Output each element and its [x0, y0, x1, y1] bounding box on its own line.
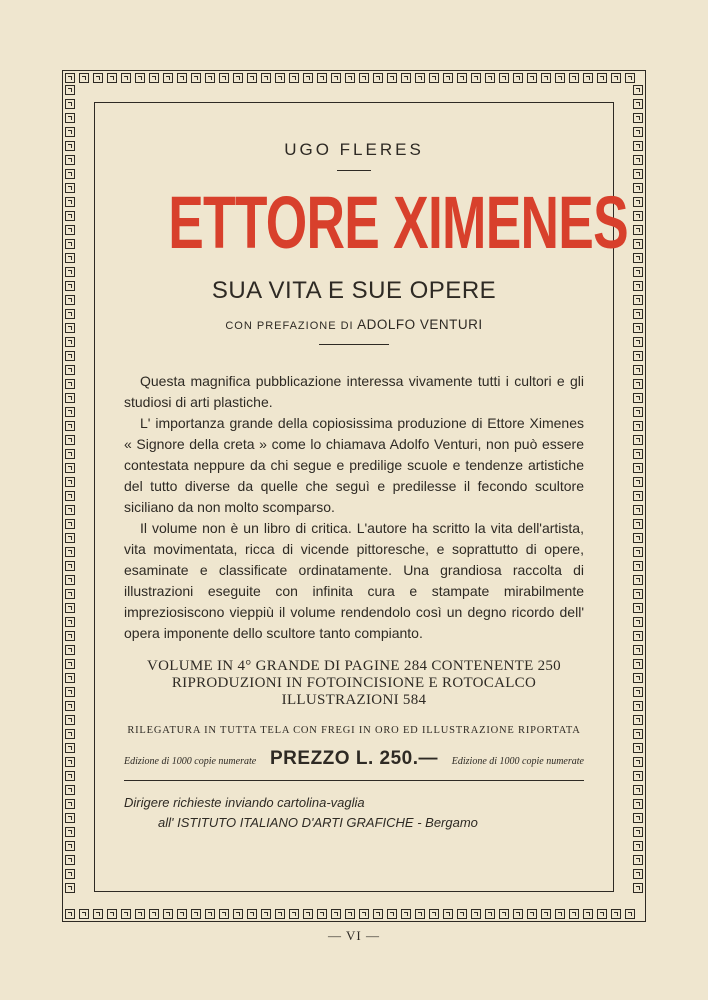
greek-key-ornament — [65, 127, 75, 137]
greek-key-ornament — [65, 603, 75, 613]
greek-key-ornament — [93, 909, 103, 919]
publisher-line: all' ISTITUTO ITALIANO D'ARTI GRAFICHE - Bergamo — [158, 815, 478, 830]
greek-key-ornament — [633, 813, 643, 823]
divider — [319, 344, 389, 345]
description — [124, 371, 584, 644]
greek-key-ornament — [317, 909, 327, 919]
greek-key-ornament — [65, 337, 75, 347]
specs-line: ILLUSTRAZIONI 584 — [281, 692, 427, 708]
greek-key-ornament — [633, 449, 643, 459]
page-number: — VI — — [328, 928, 380, 943]
greek-key-ornament — [597, 909, 607, 919]
greek-key-ornament — [633, 729, 643, 739]
greek-key-ornament — [633, 589, 643, 599]
greek-key-ornament — [633, 155, 643, 165]
greek-key-ornament — [79, 73, 89, 83]
greek-key-ornament — [65, 435, 75, 445]
greek-key-ornament — [65, 421, 75, 431]
greek-key-ornament — [633, 183, 643, 193]
greek-key-ornament — [569, 73, 579, 83]
greek-key-ornament — [633, 323, 643, 333]
greek-key-ornament — [65, 351, 75, 361]
greek-key-border-right — [632, 84, 644, 908]
volume-specs — [96, 658, 612, 709]
greek-key-ornament — [135, 73, 145, 83]
greek-key-ornament — [633, 533, 643, 543]
greek-key-ornament — [429, 73, 439, 83]
greek-key-ornament — [513, 909, 523, 919]
greek-key-ornament — [633, 561, 643, 571]
greek-key-ornament — [633, 603, 643, 613]
greek-key-ornament — [401, 73, 411, 83]
greek-key-ornament — [499, 73, 509, 83]
greek-key-ornament — [633, 99, 643, 109]
price-row — [124, 748, 584, 770]
greek-key-ornament — [65, 309, 75, 319]
greek-key-ornament — [633, 309, 643, 319]
greek-key-ornament — [65, 99, 75, 109]
greek-key-ornament — [65, 463, 75, 473]
greek-key-ornament — [443, 73, 453, 83]
greek-key-ornament — [303, 909, 313, 919]
greek-key-ornament — [633, 799, 643, 809]
greek-key-ornament — [65, 267, 75, 277]
greek-key-ornament — [65, 757, 75, 767]
greek-key-ornament — [633, 673, 643, 683]
greek-key-ornament — [65, 225, 75, 235]
greek-key-ornament — [633, 645, 643, 655]
greek-key-ornament — [633, 127, 643, 137]
greek-key-ornament — [65, 813, 75, 823]
greek-key-ornament — [65, 883, 75, 893]
preface-credit — [96, 317, 612, 332]
greek-key-ornament — [633, 617, 643, 627]
greek-key-ornament — [633, 253, 643, 263]
greek-key-ornament — [65, 407, 75, 417]
greek-key-ornament — [633, 267, 643, 277]
greek-key-ornament — [65, 645, 75, 655]
greek-key-ornament — [65, 365, 75, 375]
greek-key-ornament — [633, 701, 643, 711]
greek-key-ornament — [633, 827, 643, 837]
greek-key-ornament — [65, 589, 75, 599]
greek-key-ornament — [65, 183, 75, 193]
greek-key-ornament — [65, 673, 75, 683]
greek-key-ornament — [633, 281, 643, 291]
greek-key-ornament — [359, 909, 369, 919]
edition-note-left: Edizione di 1000 copie numerate — [124, 756, 257, 767]
greek-key-ornament — [65, 85, 75, 95]
book-title: ETTORE XIMENES — [168, 181, 628, 264]
greek-key-ornament — [633, 757, 643, 767]
greek-key-ornament — [373, 909, 383, 919]
greek-key-ornament — [527, 73, 537, 83]
greek-key-ornament — [65, 281, 75, 291]
greek-key-ornament — [387, 73, 397, 83]
greek-key-ornament — [65, 323, 75, 333]
greek-key-ornament — [633, 407, 643, 417]
author-name: UGO FLERES — [284, 140, 424, 159]
greek-key-ornament — [633, 169, 643, 179]
greek-key-ornament — [541, 73, 551, 83]
greek-key-ornament — [275, 909, 285, 919]
greek-key-ornament — [633, 519, 643, 529]
divider — [337, 170, 371, 171]
specs-line: VOLUME IN 4° GRANDE DI PAGINE 284 CONTENENTE 250 — [147, 658, 561, 674]
greek-key-ornament — [65, 169, 75, 179]
greek-key-ornament — [527, 909, 537, 919]
greek-key-ornament — [633, 491, 643, 501]
order-instructions — [124, 793, 584, 833]
greek-key-ornament — [633, 743, 643, 753]
greek-key-ornament — [289, 909, 299, 919]
greek-key-ornament — [65, 715, 75, 725]
greek-key-ornament — [65, 909, 75, 919]
greek-key-ornament — [65, 631, 75, 641]
greek-key-ornament — [583, 73, 593, 83]
greek-key-ornament — [633, 631, 643, 641]
greek-key-ornament — [633, 659, 643, 669]
greek-key-ornament — [633, 771, 643, 781]
greek-key-ornament — [65, 687, 75, 697]
greek-key-ornament — [233, 909, 243, 919]
edition-note-right: Edizione di 1000 copie numerate — [451, 756, 584, 767]
greek-key-ornament — [65, 785, 75, 795]
greek-key-border-bottom — [64, 908, 644, 920]
greek-key-ornament — [373, 73, 383, 83]
greek-key-ornament — [471, 73, 481, 83]
greek-key-ornament — [633, 575, 643, 585]
greek-key-ornament — [345, 73, 355, 83]
greek-key-ornament — [65, 533, 75, 543]
greek-key-ornament — [633, 715, 643, 725]
greek-key-ornament — [65, 771, 75, 781]
greek-key-ornament — [65, 211, 75, 221]
greek-key-ornament — [65, 253, 75, 263]
greek-key-ornament — [65, 561, 75, 571]
greek-key-ornament — [513, 73, 523, 83]
greek-key-ornament — [65, 617, 75, 627]
binding-info: RILEGATURA IN TUTTA TELA CON FREGI IN ORO ED ILLUSTRAZIONE RIPORTATA — [127, 725, 581, 736]
greek-key-ornament — [65, 827, 75, 837]
greek-key-ornament — [457, 73, 467, 83]
greek-key-ornament — [79, 909, 89, 919]
greek-key-ornament — [415, 909, 425, 919]
greek-key-ornament — [275, 73, 285, 83]
greek-key-ornament — [65, 239, 75, 249]
greek-key-ornament — [499, 909, 509, 919]
greek-key-ornament — [135, 909, 145, 919]
greek-key-ornament — [625, 73, 635, 83]
greek-key-ornament — [65, 73, 75, 83]
greek-key-ornament — [611, 73, 621, 83]
greek-key-ornament — [633, 239, 643, 249]
greek-key-ornament — [65, 743, 75, 753]
greek-key-ornament — [633, 869, 643, 879]
greek-key-ornament — [65, 477, 75, 487]
greek-key-ornament — [65, 855, 75, 865]
greek-key-ornament — [625, 909, 635, 919]
greek-key-ornament — [597, 73, 607, 83]
greek-key-ornament — [163, 909, 173, 919]
greek-key-ornament — [65, 799, 75, 809]
greek-key-ornament — [149, 909, 159, 919]
greek-key-ornament — [65, 729, 75, 739]
greek-key-ornament — [633, 379, 643, 389]
greek-key-ornament — [65, 659, 75, 669]
greek-key-ornament — [121, 73, 131, 83]
greek-key-ornament — [331, 909, 341, 919]
greek-key-ornament — [107, 73, 117, 83]
greek-key-ornament — [633, 141, 643, 151]
greek-key-ornament — [163, 73, 173, 83]
greek-key-ornament — [387, 909, 397, 919]
greek-key-ornament — [541, 909, 551, 919]
greek-key-ornament — [65, 841, 75, 851]
greek-key-ornament — [485, 73, 495, 83]
greek-key-ornament — [633, 785, 643, 795]
greek-key-ornament — [65, 505, 75, 515]
greek-key-ornament — [569, 909, 579, 919]
greek-key-ornament — [415, 73, 425, 83]
greek-key-ornament — [65, 869, 75, 879]
contact-line: Dirigere richieste inviando cartolina-vaglia — [124, 795, 365, 810]
greek-key-ornament — [633, 463, 643, 473]
greek-key-ornament — [191, 73, 201, 83]
greek-key-ornament — [65, 295, 75, 305]
greek-key-ornament — [633, 197, 643, 207]
greek-key-ornament — [93, 73, 103, 83]
greek-key-ornament — [457, 909, 467, 919]
greek-key-ornament — [121, 909, 131, 919]
greek-key-ornament — [205, 909, 215, 919]
greek-key-ornament — [359, 73, 369, 83]
greek-key-ornament — [633, 421, 643, 431]
book-subtitle: SUA VITA E SUE OPERE — [211, 277, 497, 304]
greek-key-ornament — [633, 547, 643, 557]
greek-key-ornament — [177, 909, 187, 919]
greek-key-ornament — [331, 73, 341, 83]
greek-key-ornament — [429, 909, 439, 919]
greek-key-border-top — [64, 72, 644, 84]
greek-key-ornament — [633, 435, 643, 445]
greek-key-ornament — [633, 393, 643, 403]
greek-key-ornament — [633, 113, 643, 123]
greek-key-ornament — [149, 73, 159, 83]
greek-key-ornament — [65, 379, 75, 389]
greek-key-ornament — [65, 393, 75, 403]
greek-key-ornament — [401, 909, 411, 919]
greek-key-ornament — [205, 73, 215, 83]
specs-line: RIPRODUZIONI IN FOTOINCISIONE E ROTOCALCO — [171, 675, 537, 691]
greek-key-ornament — [633, 211, 643, 221]
greek-key-ornament — [247, 73, 257, 83]
greek-key-ornament — [65, 701, 75, 711]
preface-name: ADOLFO VENTURI — [357, 317, 483, 332]
greek-key-ornament — [289, 73, 299, 83]
greek-key-ornament — [583, 909, 593, 919]
greek-key-ornament — [177, 73, 187, 83]
greek-key-ornament — [317, 73, 327, 83]
greek-key-ornament — [633, 883, 643, 893]
greek-key-ornament — [633, 365, 643, 375]
greek-key-ornament — [633, 855, 643, 865]
greek-key-ornament — [633, 841, 643, 851]
advertisement-content — [96, 104, 628, 833]
greek-key-ornament — [65, 197, 75, 207]
greek-key-ornament — [65, 491, 75, 501]
price: PREZZO L. 250.— — [270, 748, 438, 769]
greek-key-ornament — [633, 687, 643, 697]
greek-key-border-left — [64, 84, 76, 908]
greek-key-ornament — [65, 519, 75, 529]
greek-key-ornament — [471, 909, 481, 919]
greek-key-ornament — [303, 73, 313, 83]
greek-key-ornament — [611, 909, 621, 919]
greek-key-ornament — [443, 909, 453, 919]
greek-key-ornament — [555, 73, 565, 83]
greek-key-ornament — [65, 575, 75, 585]
greek-key-ornament — [261, 73, 271, 83]
greek-key-ornament — [191, 909, 201, 919]
greek-key-ornament — [633, 85, 643, 95]
greek-key-ornament — [633, 477, 643, 487]
greek-key-ornament — [633, 337, 643, 347]
greek-key-ornament — [233, 73, 243, 83]
greek-key-ornament — [219, 909, 229, 919]
paragraph: Il volume non è un libro di critica. L'autore ha scritto la vita dell'artista, vita movimentata, ricca di vicende pittoresche, e soprattutto di opere, esaminate e classificate ordinatamente. Una grandiosa raccolta di illustrazioni eseguite con infinita cura e stampate mirabilmente impreziosiscono vieppiù il volume rendendolo così un degno ricordo dell' opera imponente dello scultore tanto compianto. — [124, 520, 584, 641]
greek-key-ornament — [65, 449, 75, 459]
paragraph: Questa magnifica pubblicazione interessa vivamente tutti i cultori e gli studiosi di arti plastiche. — [124, 373, 584, 410]
greek-key-ornament — [261, 909, 271, 919]
greek-key-ornament — [633, 351, 643, 361]
greek-key-ornament — [107, 909, 117, 919]
greek-key-ornament — [219, 73, 229, 83]
greek-key-ornament — [247, 909, 257, 919]
greek-key-ornament — [633, 505, 643, 515]
greek-key-ornament — [65, 547, 75, 557]
greek-key-ornament — [65, 113, 75, 123]
greek-key-ornament — [345, 909, 355, 919]
greek-key-ornament — [633, 295, 643, 305]
greek-key-ornament — [65, 155, 75, 165]
greek-key-ornament — [485, 909, 495, 919]
paragraph: L' importanza grande della copiosissima produzione di Ettore Ximenes « Signore della creta » come lo chiamava Adolfo Venturi, non può essere contestata neppure da chi segue e predilige scuole e tendenze artistiche del tutto diverse da quelle che seguì e predilesse il fecondo scultore siciliano da non molto scomparso. — [124, 415, 584, 515]
preface-prefix: CON PREFAZIONE DI — [225, 320, 354, 332]
greek-key-ornament — [65, 141, 75, 151]
greek-key-ornament — [555, 909, 565, 919]
greek-key-ornament — [633, 225, 643, 235]
divider — [124, 780, 584, 781]
